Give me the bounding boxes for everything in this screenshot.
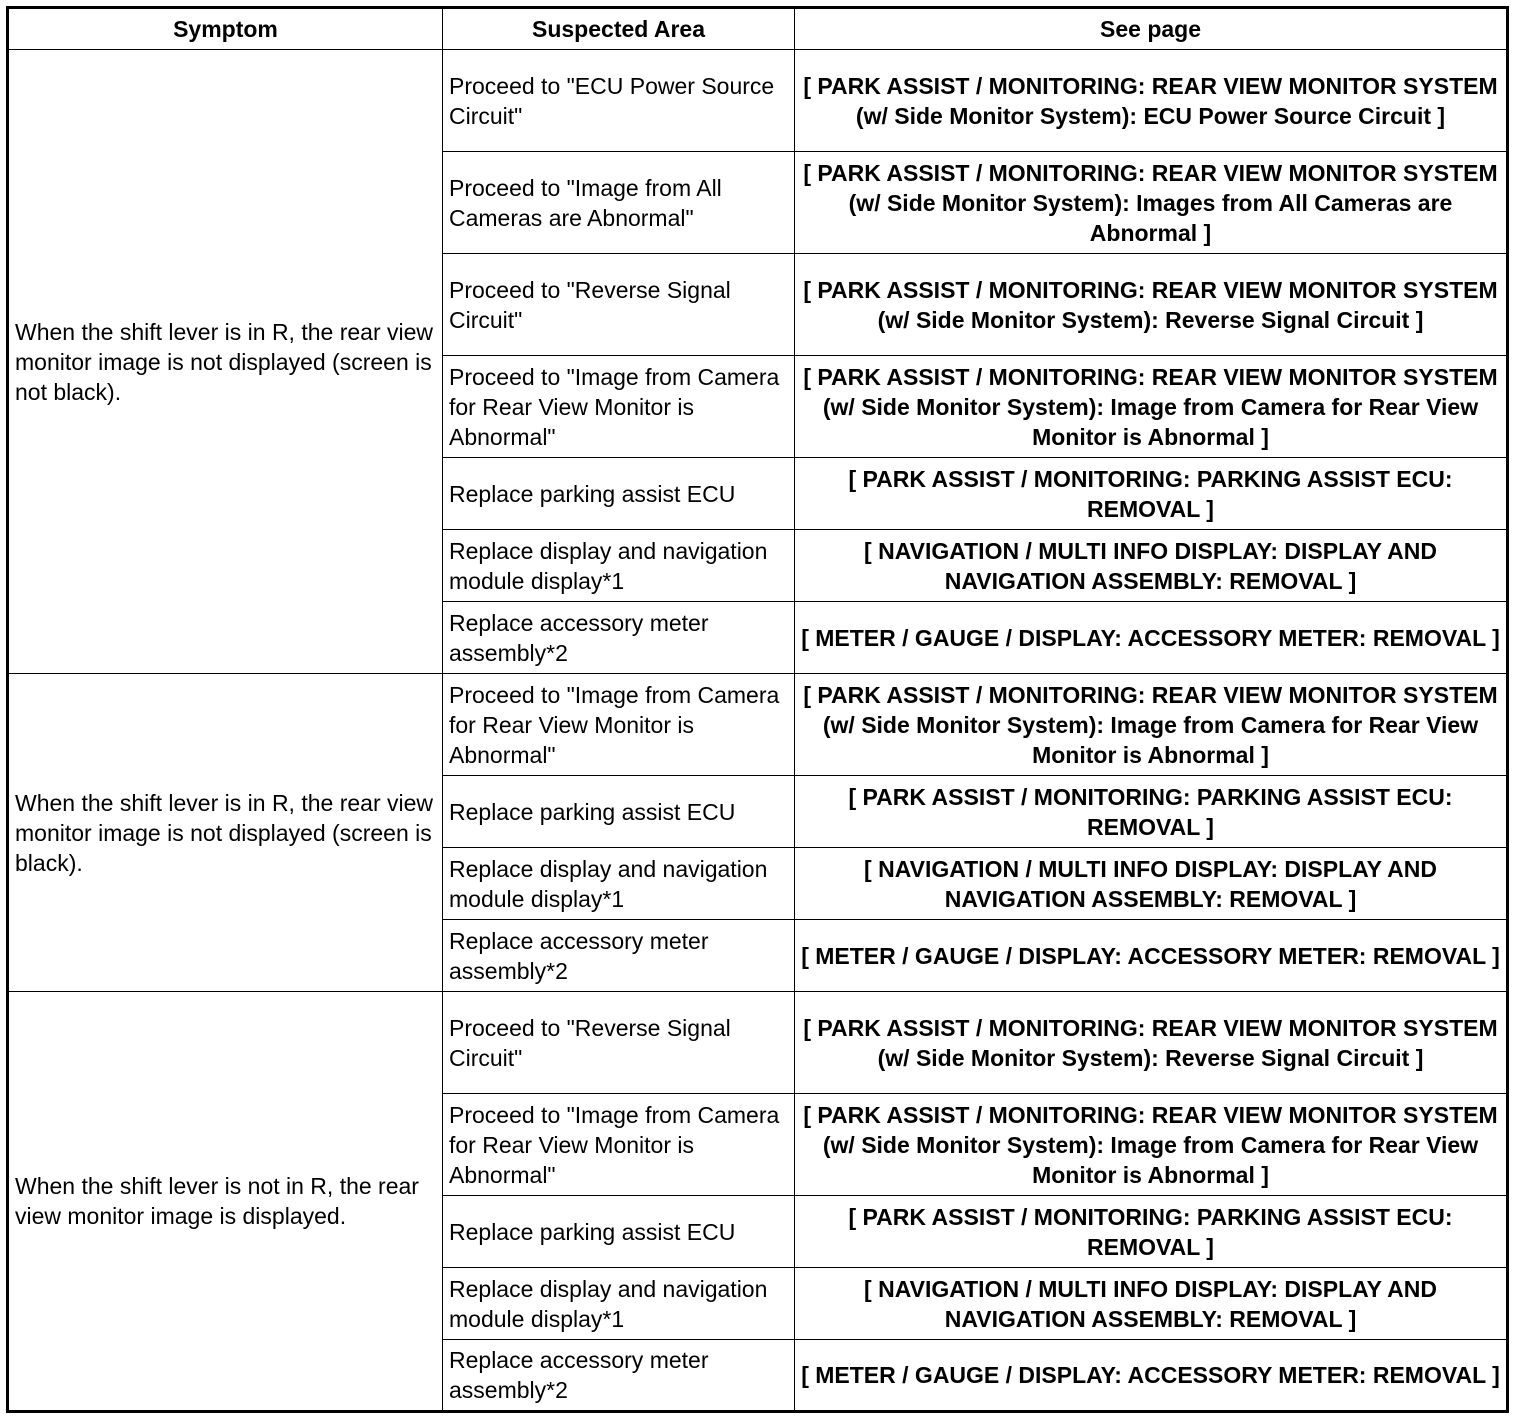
- see-page-link[interactable]: [ PARK ASSIST / MONITORING: REAR VIEW MONITOR SYSTEM (w/ Side Monitor System): Reverse Signal Circuit ]: [795, 992, 1508, 1094]
- see-page-link[interactable]: [ PARK ASSIST / MONITORING: REAR VIEW MONITOR SYSTEM (w/ Side Monitor System): Image from Camera for Rear View Monitor is Abnormal ]: [795, 1094, 1508, 1196]
- table-row: [8, 674, 1508, 776]
- suspected-area-cell: Proceed to "Image from All Cameras are Abnormal": [443, 152, 795, 254]
- suspected-area-cell: Replace parking assist ECU: [443, 1196, 795, 1268]
- see-page-link[interactable]: [ NAVIGATION / MULTI INFO DISPLAY: DISPLAY AND NAVIGATION ASSEMBLY: REMOVAL ]: [795, 530, 1508, 602]
- see-page-link[interactable]: [ PARK ASSIST / MONITORING: REAR VIEW MONITOR SYSTEM (w/ Side Monitor System): Image from Camera for Rear View Monitor is Abnormal ]: [795, 674, 1508, 776]
- see-page-link[interactable]: [ PARK ASSIST / MONITORING: REAR VIEW MONITOR SYSTEM (w/ Side Monitor System): ECU Power Source Circuit ]: [795, 50, 1508, 152]
- see-page-link[interactable]: [ PARK ASSIST / MONITORING: PARKING ASSIST ECU: REMOVAL ]: [795, 776, 1508, 848]
- see-page-link[interactable]: [ PARK ASSIST / MONITORING: PARKING ASSIST ECU: REMOVAL ]: [795, 1196, 1508, 1268]
- header-suspected-area: Suspected Area: [443, 8, 795, 50]
- suspected-area-cell: Proceed to "Image from Camera for Rear View Monitor is Abnormal": [443, 1094, 795, 1196]
- suspected-area-cell: Proceed to "Reverse Signal Circuit": [443, 254, 795, 356]
- see-page-link[interactable]: [ METER / GAUGE / DISPLAY: ACCESSORY METER: REMOVAL ]: [795, 1340, 1508, 1412]
- suspected-area-cell: Proceed to "Image from Camera for Rear View Monitor is Abnormal": [443, 356, 795, 458]
- header-see-page: See page: [795, 8, 1508, 50]
- suspected-area-cell: Replace parking assist ECU: [443, 776, 795, 848]
- see-page-link[interactable]: [ PARK ASSIST / MONITORING: REAR VIEW MONITOR SYSTEM (w/ Side Monitor System): Images from All Cameras are Abnormal ]: [795, 152, 1508, 254]
- see-page-link[interactable]: [ METER / GAUGE / DISPLAY: ACCESSORY METER: REMOVAL ]: [795, 602, 1508, 674]
- suspected-area-cell: Proceed to "ECU Power Source Circuit": [443, 50, 795, 152]
- see-page-link[interactable]: [ PARK ASSIST / MONITORING: REAR VIEW MONITOR SYSTEM (w/ Side Monitor System): Image from Camera for Rear View Monitor is Abnormal ]: [795, 356, 1508, 458]
- suspected-area-cell: Proceed to "Reverse Signal Circuit": [443, 992, 795, 1094]
- symptom-cell: When the shift lever is not in R, the rear view monitor image is displayed.: [8, 992, 443, 1412]
- see-page-link[interactable]: [ NAVIGATION / MULTI INFO DISPLAY: DISPLAY AND NAVIGATION ASSEMBLY: REMOVAL ]: [795, 1268, 1508, 1340]
- problem-symptoms-table: [6, 6, 1509, 1413]
- table-row: [8, 992, 1508, 1094]
- table-header-row: [8, 8, 1508, 50]
- see-page-link[interactable]: [ PARK ASSIST / MONITORING: PARKING ASSIST ECU: REMOVAL ]: [795, 458, 1508, 530]
- suspected-area-cell: Proceed to "Image from Camera for Rear View Monitor is Abnormal": [443, 674, 795, 776]
- suspected-area-cell: Replace accessory meter assembly*2: [443, 920, 795, 992]
- suspected-area-cell: Replace accessory meter assembly*2: [443, 602, 795, 674]
- header-symptom: Symptom: [8, 8, 443, 50]
- suspected-area-cell: Replace accessory meter assembly*2: [443, 1340, 795, 1412]
- see-page-link[interactable]: [ METER / GAUGE / DISPLAY: ACCESSORY METER: REMOVAL ]: [795, 920, 1508, 992]
- suspected-area-cell: Replace display and navigation module display*1: [443, 1268, 795, 1340]
- symptom-cell: When the shift lever is in R, the rear view monitor image is not displayed (screen is not black).: [8, 50, 443, 674]
- table-row: [8, 50, 1508, 152]
- suspected-area-cell: Replace display and navigation module display*1: [443, 848, 795, 920]
- symptom-cell: When the shift lever is in R, the rear view monitor image is not displayed (screen is black).: [8, 674, 443, 992]
- suspected-area-cell: Replace parking assist ECU: [443, 458, 795, 530]
- suspected-area-cell: Replace display and navigation module display*1: [443, 530, 795, 602]
- see-page-link[interactable]: [ PARK ASSIST / MONITORING: REAR VIEW MONITOR SYSTEM (w/ Side Monitor System): Reverse Signal Circuit ]: [795, 254, 1508, 356]
- see-page-link[interactable]: [ NAVIGATION / MULTI INFO DISPLAY: DISPLAY AND NAVIGATION ASSEMBLY: REMOVAL ]: [795, 848, 1508, 920]
